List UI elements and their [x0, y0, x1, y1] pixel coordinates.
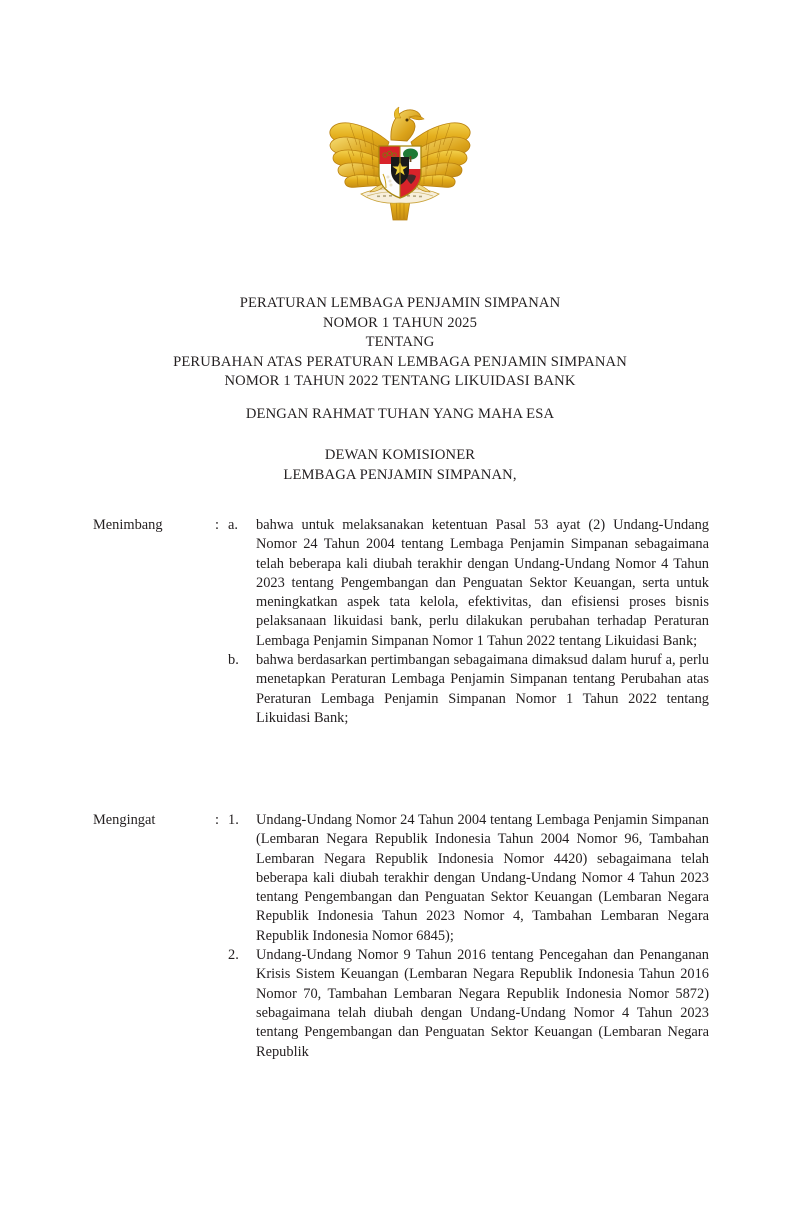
menimbang-item-a-marker: a.: [228, 517, 238, 533]
menimbang-item-a: [228, 516, 709, 651]
title-line-number: NOMOR 1 TAHUN 2025: [322, 314, 478, 331]
issuer-line-2: LEMBAGA PENJAMIN SIMPANAN,: [283, 466, 517, 483]
menimbang-item-b: [228, 651, 709, 728]
mengingat-row: [93, 811, 709, 1062]
menimbang-item-a-text: bahwa untuk melaksanakan ketentuan Pasal 53 ayat (2) Undang-Undang Nomor 24 Tahun 2004 tentang Lembaga Penjamin Simpanan sebagaimana telah beberapa kali diubah terakhir dengan Undang-Undang Nomor 4 Tahun 2023 tentang Pengembangan dan Penguatan Sektor Keuangan, serta untuk meningkatkan aspek tata kelola, efektivitas, dan efisiensi proses bisnis pelaksanaan likuidasi bank, perlu dilakukan perubahan terhadap Peraturan Lembaga Penjamin Simpanan Nomor 1 Tahun 2022 tentang Likuidasi Bank;: [256, 517, 709, 649]
title-line-tentang: TENTANG: [365, 334, 435, 350]
mengingat-colon: :: [215, 812, 219, 828]
issuer-line-1: DEWAN KOMISIONER: [324, 447, 476, 463]
title-line-subject-2: NOMOR 1 TAHUN 2022 TENTANG LIKUIDASI BANK: [224, 373, 576, 389]
menimbang-items: [228, 516, 709, 728]
mengingat-item-2-text: Undang-Undang Nomor 9 Tahun 2016 tentang Pencegahan dan Penanganan Krisis Sistem Keuangan (Lembaran Negara Republik Indonesia Tahun 2016 Nomor 70, Tambahan Lembaran Negara Republik Indonesia Nomor 5872) sebagaimana telah diubah dengan Undang-Undang Nomor 4 Tahun 2023 tentang Pengembangan dan Penguatan Sektor Keuangan (Lembaran Negara Republik: [256, 947, 709, 1060]
menimbang-colon: :: [215, 517, 219, 533]
garuda-pancasila-emblem: [327, 98, 473, 230]
mengingat-item-1-text: Undang-Undang Nomor 24 Tahun 2004 tentang Lembaga Penjamin Simpanan (Lembaran Negara Republik Indonesia Tahun 2004 Nomor 96, Tambahan Lembaran Negara Republik Indonesia Nomor 4420) sebagaimana telah beberapa kali diubah terakhir dengan Undang-Undang Nomor 4 Tahun 2023 tentang Pengembangan dan Penguatan Sektor Keuangan (Lembaran Negara Republik Indonesia Tahun 2023 Nomor 4, Tambahan Lembaran Negara Republik Indonesia Nomor 6845);: [256, 812, 709, 944]
title-line-1: PERATURAN LEMBAGA PENJAMIN SIMPANAN: [239, 295, 561, 311]
emblem-container: [0, 98, 800, 230]
menimbang-item-b-text: bahwa berdasarkan pertimbangan sebagaimana dimaksud dalam huruf a, perlu menetapkan Peraturan Lembaga Penjamin Simpanan tentang Perubahan atas Peraturan Lembaga Penjamin Simpanan Nomor 1 Tahun 2022 tentang Likuidasi Bank;: [256, 652, 709, 726]
document-title-block: [70, 294, 730, 392]
menimbang-section: [93, 516, 709, 728]
title-line-subject-1: PERUBAHAN ATAS PERATURAN LEMBAGA PENJAMIN SIMPANAN: [173, 353, 627, 370]
menimbang-label: Menimbang: [93, 517, 163, 533]
menimbang-row: [93, 516, 709, 728]
mengingat-section: [93, 811, 709, 1062]
basmalah-line: DENGAN RAHMAT TUHAN YANG MAHA ESA: [245, 406, 555, 422]
mengingat-items: [228, 811, 709, 1062]
mengingat-label: Mengingat: [93, 812, 156, 828]
mengingat-item-2-marker: 2.: [228, 947, 239, 964]
menimbang-item-b-marker: b.: [228, 652, 239, 669]
mengingat-item-2: [228, 946, 709, 1062]
issuer-block: [70, 446, 730, 485]
mengingat-item-1-marker: 1.: [228, 812, 239, 828]
mengingat-item-1: [228, 811, 709, 946]
